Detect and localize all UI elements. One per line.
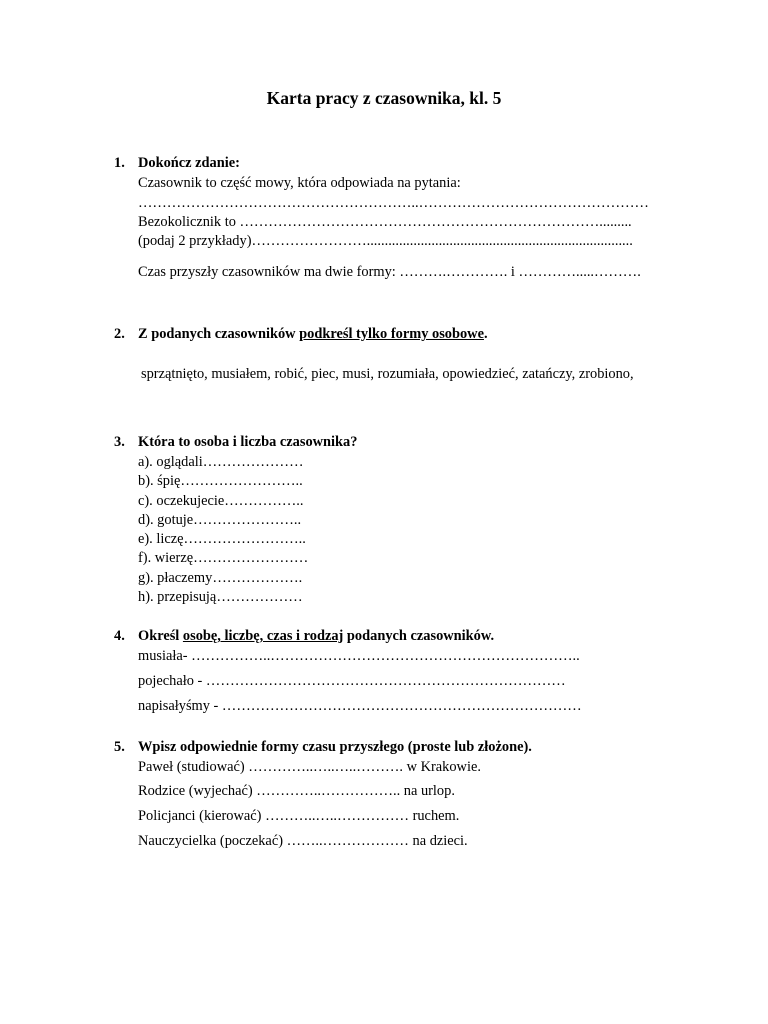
- q5-item-rodzice: Rodzice (wyjechać) …………..…………….. na urlop.: [138, 783, 455, 799]
- q1-line3: Bezokolicznik to ………………………………………………………………….........: [138, 214, 632, 230]
- q1-number: 1.: [114, 155, 125, 171]
- q3-number: 3.: [114, 434, 125, 450]
- q3-item-h: h). przepisują………………: [138, 589, 303, 605]
- q1-line1: Czasownik to część mowy, która odpowiada na pytania:: [138, 175, 461, 191]
- q3-item-b: b). śpię……………………..: [138, 473, 303, 489]
- q4-number: 4.: [114, 628, 125, 644]
- q3-item-e: e). liczę……………………..: [138, 531, 306, 547]
- q1-line5: Czas przyszły czasowników ma dwie formy: ……….…………. i ………….....……….: [138, 264, 641, 280]
- q4-heading-underlined: osobę, liczbę, czas i rodzaj: [182, 628, 344, 644]
- q3-item-c: c). oczekujecie……………..: [138, 493, 304, 509]
- q2-words: sprzątnięto, musiałem, robić, piec, musi, rozumiała, opowiedzieć, zatańczy, zrobiono,: [141, 366, 634, 382]
- q3-item-g: g). płaczemy……………….: [138, 570, 303, 586]
- q4-item-musiala: musiała- ……………..………………………………………………………..: [138, 648, 580, 664]
- q3-item-a: a). oglądali…………………: [138, 454, 304, 470]
- q5-item-policjanci: Policjanci (kierować) ………..…..…………… ruchem.: [138, 808, 460, 824]
- q5-item-nauczycielka: Nauczycielka (poczekać) ……..……………… na dzieci.: [138, 833, 468, 849]
- q2-heading-pre: Z podanych czasowników: [138, 326, 300, 342]
- q1-line2: …………………………………………………..…………………………………………: [138, 195, 649, 211]
- q5-number: 5.: [114, 739, 125, 755]
- q1-heading: Dokończ zdanie:: [138, 155, 240, 171]
- q4-item-napisalysmy: napisałyśmy - …………………………………………………………………: [138, 698, 582, 714]
- q3-item-f: f). wierzę……………………: [138, 550, 309, 566]
- page-title: Karta pracy z czasownika, kl. 5: [266, 88, 502, 108]
- q2-heading: [138, 326, 488, 343]
- q3-item-d: d). gotuje…………………..: [138, 512, 302, 528]
- q4-heading: [138, 628, 494, 645]
- q1-line4: (podaj 2 przykłady)……………………..........................................................................: [138, 233, 633, 249]
- q4-heading-pre: Określ: [138, 628, 183, 644]
- q5-heading: Wpisz odpowiednie formy czasu przyszłego (proste lub złożone).: [138, 739, 532, 755]
- q2-heading-post: .: [483, 326, 488, 342]
- q2-heading-underlined: podkreśl tylko formy osobowe: [299, 326, 484, 342]
- q5-item-pawel: Paweł (studiować) …………..…..…..………. w Krakowie.: [138, 759, 481, 775]
- q4-heading-post: podanych czasowników.: [343, 628, 495, 644]
- q3-heading: Która to osoba i liczba czasownika?: [138, 434, 358, 450]
- q2-number: 2.: [114, 326, 125, 342]
- q4-item-pojechalo: pojechało - …………………………………………………………………: [138, 673, 566, 689]
